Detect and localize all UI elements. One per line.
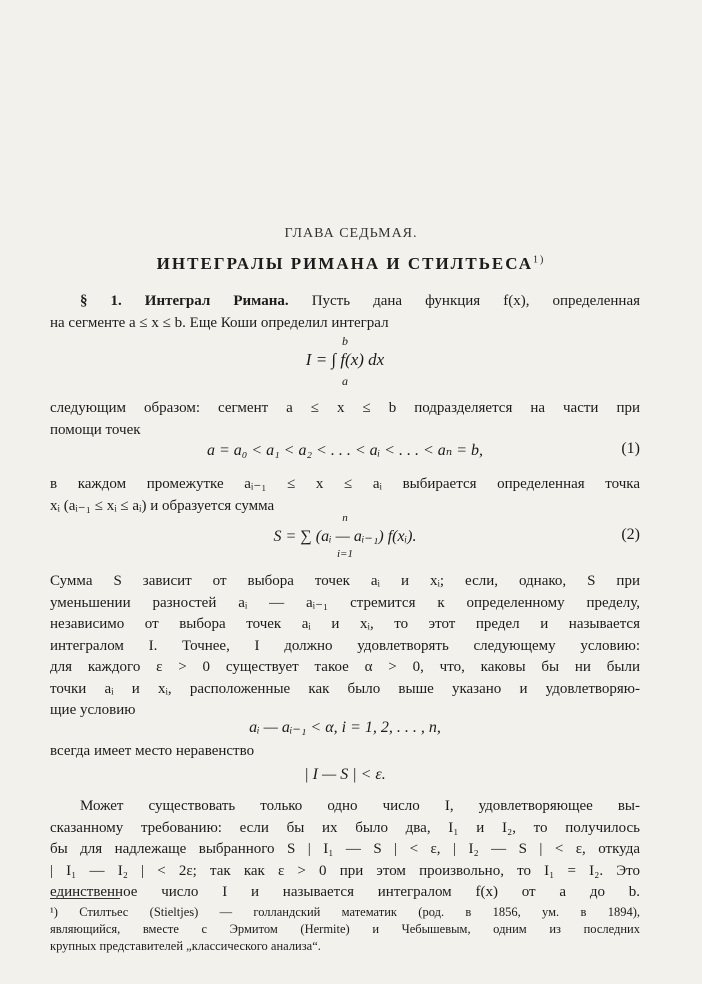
text-line: для каждого ε > 0 существует такое α > 0, что, каковы бы ни были: [50, 659, 640, 675]
sum-upper-limit: n: [342, 512, 348, 524]
equation-number: (2): [621, 526, 640, 543]
formula-1: [50, 440, 640, 460]
text-line: следующим образом: сегмент a ≤ x ≤ b подразделяется на части при: [50, 400, 640, 416]
footnote-line: крупных представителей „классического анализа“.: [50, 939, 321, 953]
footnote-line: являющийся, вместе с Эрмитом (Hermite) и Чебышевым, одним из последних: [50, 922, 640, 936]
section-intro: [50, 291, 640, 334]
paragraph-partition: [50, 398, 640, 441]
text-line: уменьшении разностей aᵢ — aᵢ₋₁ стремится к определенному пределу,: [50, 594, 640, 611]
text-line: всегда имеет место неравенство: [50, 743, 255, 759]
text-line: интегралом I. Точнее, I должно удовлетворять следующему условию:: [50, 637, 640, 654]
text-line: точки aᵢ и xᵢ, расположенные как было выше указано и удовлетворяю-: [50, 680, 640, 697]
integral-upper-limit: b: [342, 334, 348, 348]
formula-2: [50, 512, 640, 562]
text-line: единственное число I и называется интегралом f(x) от a до b.: [50, 884, 640, 900]
paragraph-sum: [50, 474, 640, 517]
text-line: | I₁ — I₂ | < 2ε; так как ε > 0 при этом произвольно, то I₁ = I₂. Это: [50, 862, 640, 879]
footnote-line: ¹) Стилтьес (Stieltjes) — голландский математик (род. в 1856, ум. в 1894),: [50, 905, 640, 919]
chapter-heading: ГЛАВА СЕДЬМАЯ.: [284, 226, 418, 241]
text-line: помощи точек: [50, 421, 141, 438]
formula-4: | I — S | < ε.: [304, 766, 386, 783]
chapter-title: [0, 254, 702, 274]
sum-lower-limit: i=1: [337, 548, 353, 560]
paragraph-unique: [50, 796, 640, 904]
text-line: щие условию: [50, 702, 136, 718]
text-line: независимо от выбора точек aᵢ и xᵢ, то этот предел и называется: [50, 616, 640, 632]
footnote-divider: [50, 898, 120, 899]
text-line: бы для надлежаще выбранного S | I₁ — S | < ε, | I₂ — S | < ε, откуда: [50, 841, 640, 857]
equation-number: (1): [621, 440, 640, 457]
integral-lower-limit: a: [342, 374, 348, 388]
text-line: в каждом промежутке aᵢ₋₁ ≤ x ≤ aᵢ выбирается определенная точка: [50, 476, 640, 492]
formula-1-body: a = a₀ < a₁ < a₂ < . . . < aᵢ < . . . < aₙ = b,: [206, 442, 484, 459]
footnote-mark: 1): [532, 254, 546, 266]
text-line: xᵢ (aᵢ₋₁ ≤ xᵢ ≤ aᵢ) и образуется сумма: [50, 497, 275, 514]
footnote: [50, 904, 640, 955]
text-line: Сумма S зависит от выбора точек aᵢ и xᵢ; если, однако, S при: [50, 573, 640, 589]
formula-integral: [50, 334, 640, 394]
text-line: сказанному требованию: если бы их было два, I₁ и I₂, то получилось: [50, 819, 640, 836]
section-label: § 1. Интеграл Римана.: [80, 293, 289, 309]
paragraph-inequality: [50, 741, 640, 763]
paragraph-limit: [50, 571, 640, 722]
integral-body: I = ∫ f(x) dx: [305, 350, 385, 369]
formula-2-body: S = ∑ (aᵢ — aᵢ₋₁) f(xᵢ).: [273, 528, 417, 545]
chapter-title-text: ИНТЕГРАЛЫ РИМАНА И СТИЛТЬЕСА: [156, 254, 533, 273]
intro-line: на сегменте a ≤ x ≤ b. Еще Коши определил интеграл: [50, 314, 389, 331]
text-line: Может существовать только одно число I, удовлетворяющее вы-: [80, 798, 640, 814]
intro-line: § 1. Интеграл Римана. Пусть дана функция f(x), определенная: [80, 293, 641, 309]
formula-3: aᵢ — aᵢ₋₁ < α, i = 1, 2, . . . , n,: [249, 719, 441, 736]
